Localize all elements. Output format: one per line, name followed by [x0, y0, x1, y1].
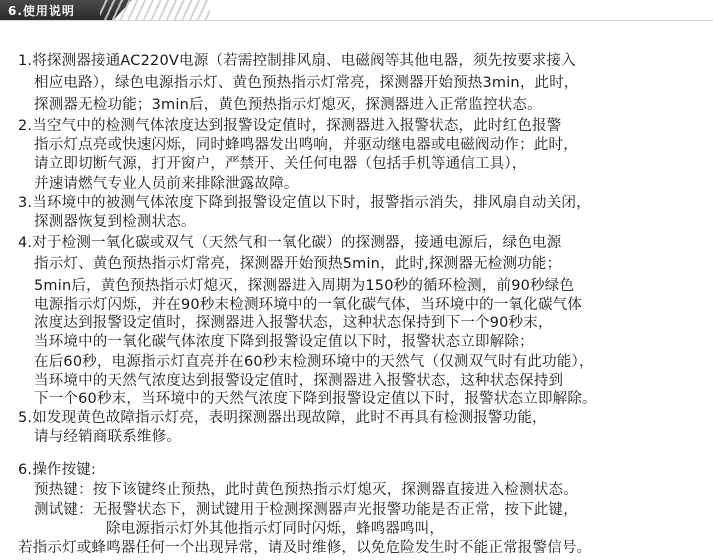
text-line: 请与经销商联系维修。	[34, 429, 181, 445]
text-line: 除电源指示灯外其他指示灯同时闪烁，蜂鸣器鸣叫，	[106, 521, 445, 537]
text-line: 并速请燃气专业人员前来排除泄露故障。	[34, 176, 299, 192]
text-line: 浓度达到报警设定值时，探测器进入报警状态，这种状态保持到下一个90秒末，	[34, 315, 553, 331]
text-line: 下一个60秒末，当环境中的天然气浓度下降到报警设定值以下时，报警状态立即解除。	[34, 391, 597, 407]
text-line: 指示灯点亮或快速闪烁，同时蜂鸣器发出鸣响，并驱动继电器或电磁阀动作；此时，	[34, 137, 578, 153]
text-line: 5min后，黄色预热指示灯熄灭，探测器进入周期为150秒的循环检测，前90秒绿色	[34, 278, 575, 294]
text-line: 电源指示灯闪烁，并在90秒末检测环境中的一氧化碳气体，当环境中的一氧化碳气体	[34, 297, 583, 313]
text-line: 2.当空气中的检测气体浓度达到报警设定值时，探测器进入报警状态，此时红色报警	[18, 118, 562, 134]
text-line: 指示灯、黄色预热指示灯常亮，探测器开始预热5min，此时,探测器无检测功能；	[34, 256, 562, 272]
text-line: 探测器恢复到检测状态。	[34, 214, 196, 230]
text-line: 当环境中的一氧化碳气体浓度下降到报警设定值以下时，报警状态立即解除；	[34, 334, 534, 350]
text-line: 1.将探测器接通AC220V电源（若需控制排风扇、电磁阀等其他电器，须先按要求接入	[18, 53, 576, 69]
text-line: 当环境中的天然气浓度达到报警设定值时，探测器进入报警状态，这种状态保持到	[34, 373, 564, 389]
text-line: 4.对于检测一氧化碳或双气（天然气和一氧化碳）的探测器，接通电源后，绿色电源	[18, 235, 562, 251]
text-line: 3.当环境中的被测气体浓度下降到报警设定值以下时，报警指示消失，排风扇自动关闭，	[18, 195, 591, 211]
text-line: 5.如发现黄色故障指示灯亮，表明探测器出现故障，此时不再具有检测报警功能，	[18, 410, 547, 426]
text-line: 预热键：按下该键终止预热，此时黄色预热指示灯熄灭，探测器直接进入检测状态。	[34, 482, 578, 498]
text-line: 请立即切断气源，打开窗户，严禁开、关任何电器（包括手机等通信工具），	[34, 156, 527, 172]
text-line: 若指示灯或蜂鸣器任何一个出现异常，请及时维修，以免危险发生时不能正常报警信号。	[18, 540, 592, 556]
text-line: 探测器无检功能；3min后，黄色预热指示灯熄灭，探测器进入正常监控状态。	[34, 97, 542, 113]
section-title: 6.使用说明	[8, 4, 75, 18]
text-line: 在后60秒，电源指示灯直亮并在60秒末检测环境中的天然气（仅测双气时有此功能），	[34, 354, 594, 370]
text-line: 测试键：无报警状态下，测试键用于检测探测器声光报警功能是否正常，按下此键，	[34, 502, 578, 518]
text-line: 6.操作按键:	[18, 462, 97, 478]
text-line: 相应电路），绿色电源指示灯、黄色预热指示灯常亮，探测器开始预热3min，此时，	[34, 75, 579, 91]
